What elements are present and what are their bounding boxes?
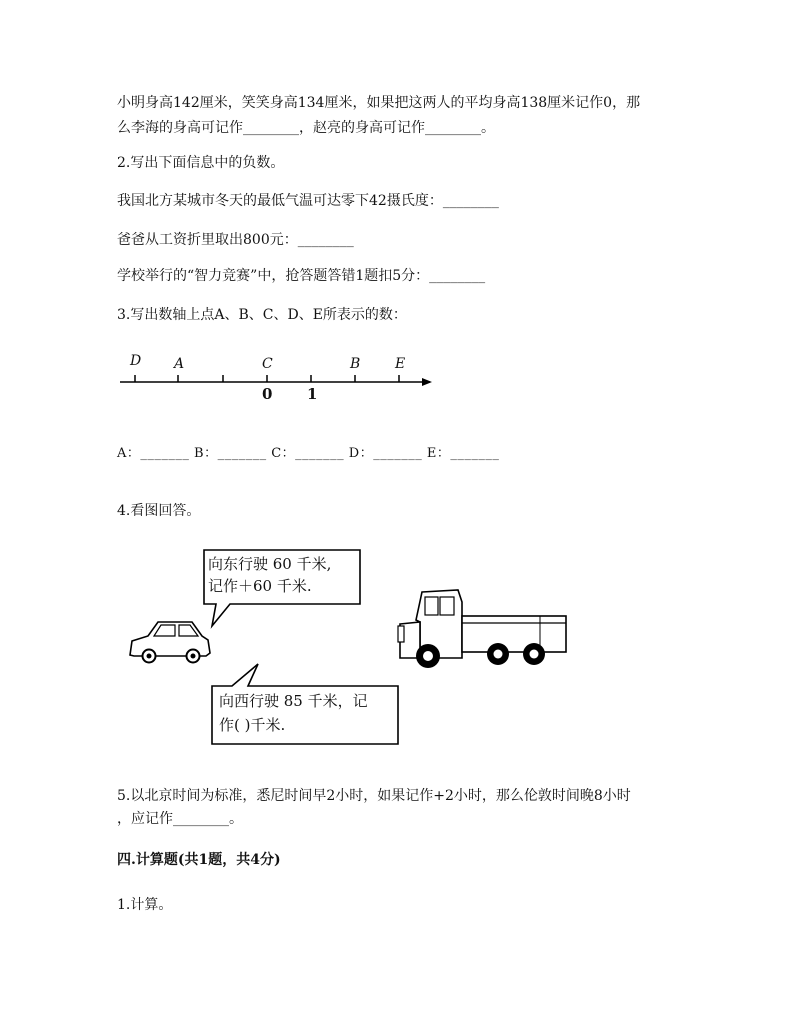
section-4-heading: 四.计算题(共1题，共4分) — [117, 852, 281, 868]
bubble2-line1: 向西行驶 85 千米，记 — [219, 692, 368, 710]
car-icon — [130, 622, 210, 663]
q1-text-line1: 小明身高142厘米，笑笑身高134厘米，如果把这两人的平均身高138厘米记作0，那 — [117, 95, 641, 111]
q3-answer-blanks: A：_______ B：_______ C：_______ D：_______ E：_______ — [117, 446, 500, 461]
point-label-e: E — [395, 356, 406, 372]
q5-text-line1: 5.以北京时间为标准，悉尼时间早2小时，如果记作+2小时，那么伦敦时间晚8小时 — [117, 788, 631, 804]
point-label-c: C — [262, 356, 273, 372]
q2-item-2: 爸爸从工资折里取出800元：________ — [117, 232, 354, 248]
q2-item-3: 学校举行的“智力竞赛”中，抢答题答错1题扣5分：________ — [117, 268, 486, 284]
number-label-0: 0 — [262, 385, 273, 403]
q4-figure — [120, 540, 580, 750]
bubble1-line2: 记作＋60 千米. — [208, 577, 312, 595]
q2-item-1: 我国北方某城市冬天的最低气温可达零下42摄氏度：________ — [117, 193, 499, 209]
q4-heading: 4.看图回答。 — [117, 503, 201, 519]
q3-heading: 3.写出数轴上点A、B、C、D、E所表示的数： — [117, 307, 407, 323]
bubble1-line1: 向东行驶 60 千米, — [208, 555, 332, 573]
section-4-q1: 1.计算。 — [117, 897, 173, 913]
point-label-b: B — [350, 356, 361, 372]
number-line — [110, 345, 450, 415]
q2-heading: 2.写出下面信息中的负数。 — [117, 155, 285, 171]
number-label-1: 1 — [307, 385, 318, 403]
truck-icon — [398, 590, 566, 668]
point-label-a: A — [174, 356, 185, 372]
point-label-d: D — [130, 353, 142, 369]
bubble2-line2: 作( )千米. — [219, 716, 286, 734]
q5-text-line2: ，应记作________。 — [117, 811, 243, 827]
q1-text-line2: 么李海的身高可记作________，赵亮的身高可记作________。 — [117, 120, 495, 136]
